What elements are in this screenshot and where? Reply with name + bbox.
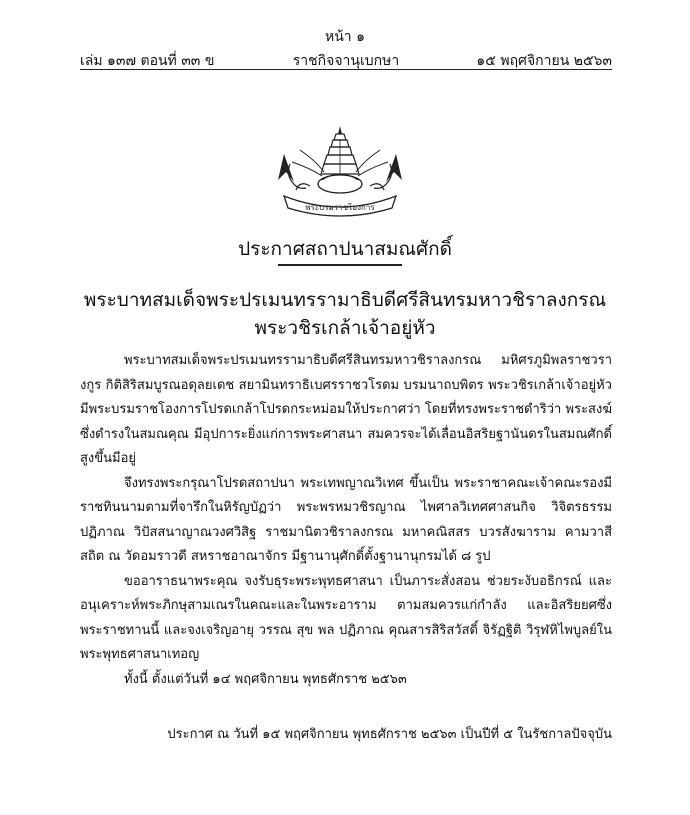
- paragraph-2: จึงทรงพระกรุณาโปรดสถาปนา พระเทพญาณวิเทศ ขึ้นเป็น พระราชาคณะเจ้าคณะรองมีราชทินนามตามที่จารึกในหิรัญบัฏว่า พระพรหมวชิรญาณ ไพศาลวิเทศศาสนกิจ วิจิตรธรรมปฏิภาณ วิปัสสนาญาณวงศวิสิฐ ราชมานิตวชิราลงกรณ มหาคณิสสร บวรสังฆาราม คามวาสี สถิต ณ วัดอมราวดี สหราชอาณาจักร มีฐานานุศักดิ์ตั้งฐานานุกรมได้ ๘ รูป: [80, 475, 612, 564]
- paragraph-4: ทั้งนี้ ตั้งแต่วันที่ ๑๔ พฤศจิกายน พุทธศักราช ๒๕๖๓: [124, 671, 407, 687]
- king-name-line-2: พระวชิรเกล้าเจ้าอยู่หัว: [254, 317, 436, 339]
- header-divider: [80, 69, 612, 70]
- paragraph-1: พระบาทสมเด็จพระปรเมนทรรามาธิบดีศรีสินทรมหาวชิราลงกรณ มหิศรภูมิพลราชวรางกูร กิติสิริสมบูรณอดุลยเดช สยามินทราธิเบศรราชวโรดม บรมนาถบพิตร พระวชิรเกล้าเจ้าอยู่หัว มีพระบรมราชโองการโปรดเกล้าโปรดกระหม่อมให้ประกาศว่า โดยที่ทรงพระราชดำริว่า พระสงฆ์ซึ่งดำรงในสมณคุณ มีอุปการะยิ่งแก่การพระศาสนา สมควรจะได้เลื่อนอิสริยฐานันดรในสมณศักดิ์สูงขึ้นมีอยู่: [80, 353, 612, 466]
- journal-name: ราชกิจจานุเบกษา: [292, 53, 400, 69]
- emblem-banner-text: พระบรมราชโองการ: [305, 203, 375, 212]
- paragraph-3: ขออาราธนาพระคุณ จงรับธุระพระพุทธศาสนา เป็นภาระสั่งสอน ช่วยระงับอธิกรณ์ และอนุเคราะห์พระภิกษุสามเณรในคณะและในพระอาราม ตามสมควรแก่กำลัง และอิสริยยศซึ่งพระราชทานนี้ และจงเจริญอายุ วรรณ สุข พล ปฏิภาณ คุณสารสิริสวัสดิ์ จิรัฏฐิติ วิรุฬหิไพบูลย์ในพระพุทธศาสนาเทอญ: [80, 573, 612, 662]
- proclamation-date-line: ประกาศ ณ วันที่ ๑๕ พฤศจิกายน พุทธศักราช ๒๕๖๓ เป็นปีที่ ๕ ในรัชกาลปัจจุบัน: [167, 727, 612, 742]
- proclamation-body: [80, 349, 612, 692]
- garuda-royal-emblem-icon: [270, 120, 410, 222]
- page-number: หน้า ๑: [325, 29, 365, 45]
- gazette-header: [80, 50, 612, 70]
- title-underline: [278, 264, 402, 266]
- king-name-heading: [0, 286, 690, 342]
- volume-issue: เล่ม ๑๓๗ ตอนที่ ๓๓ ข: [80, 53, 215, 69]
- king-name-line-1: พระบาทสมเด็จพระปรเมนทรรามาธิบดีศรีสินทรมหาวชิราลงกรณ: [83, 289, 607, 311]
- notice-title: ประกาศสถาปนาสมณศักดิ์: [238, 238, 452, 260]
- issue-date: ๑๕ พฤศจิกายน ๒๕๖๓: [476, 53, 612, 69]
